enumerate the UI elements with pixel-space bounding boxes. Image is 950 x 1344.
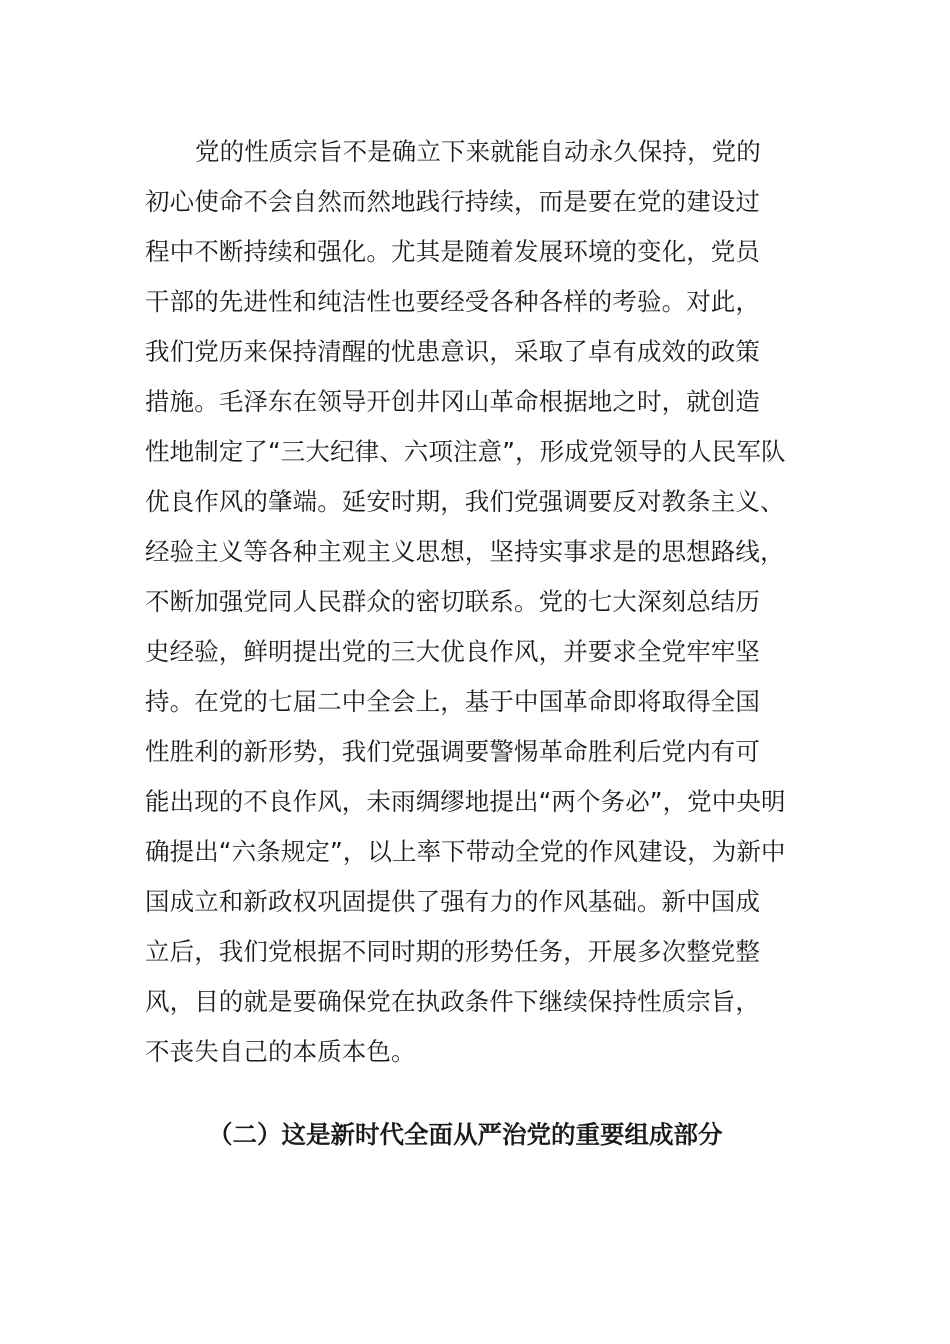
paragraph-line: 确提出“六条规定”，以上率下带动全党的作风建设，为新中 [145, 837, 786, 866]
paragraph-line: 性胜利的新形势，我们党强调要警惕革命胜利后党内有可 [145, 737, 760, 766]
paragraph-line: 国成立和新政权巩固提供了强有力的作风基础。新中国成 [145, 887, 760, 916]
paragraph-line: 程中不断持续和强化。尤其是随着发展环境的变化，党员 [145, 237, 760, 266]
paragraph-line: 初心使命不会自然而然地践行持续，而是要在党的建设过 [145, 187, 760, 216]
paragraph-line: 性地制定了“三大纪律、六项注意”，形成党领导的人民军队 [145, 437, 786, 466]
paragraph-line: 干部的先进性和纯洁性也要经受各种各样的考验。对此， [145, 287, 760, 316]
paragraph-line: 经验主义等各种主观主义思想，坚持实事求是的思想路线， [145, 537, 785, 566]
paragraph-line: 风，目的就是要确保党在执政条件下继续保持性质宗旨， [145, 987, 760, 1016]
paragraph-line: 党的性质宗旨不是确立下来就能自动永久保持，党的 [195, 137, 761, 166]
paragraph-line: 史经验，鲜明提出党的三大优良作风，并要求全党牢牢坚 [145, 637, 760, 666]
paragraph-line: 持。在党的七届二中全会上，基于中国革命即将取得全国 [145, 687, 760, 716]
paragraph-line: 我们党历来保持清醒的忧患意识，采取了卓有成效的政策 [145, 337, 760, 366]
paragraph-line: 优良作风的肇端。延安时期，我们党强调要反对教条主义、 [145, 487, 785, 516]
body-paragraph [145, 127, 805, 1077]
paragraph-line: 能出现的不良作风，未雨绸缪地提出“两个务必”，党中央明 [145, 787, 786, 816]
paragraph-line: 不断加强党同人民群众的密切联系。党的七大深刻总结历 [145, 587, 760, 616]
paragraph-line: 措施。毛泽东在领导开创井冈山革命根据地之时，就创造 [145, 387, 760, 416]
paragraph-line: 立后，我们党根据不同时期的形势任务，开展多次整党整 [145, 937, 760, 966]
paragraph-line: 不丧失自己的本质本色。 [145, 1037, 416, 1066]
section-heading: （二）这是新时代全面从严治党的重要组成部分 [208, 1120, 723, 1149]
